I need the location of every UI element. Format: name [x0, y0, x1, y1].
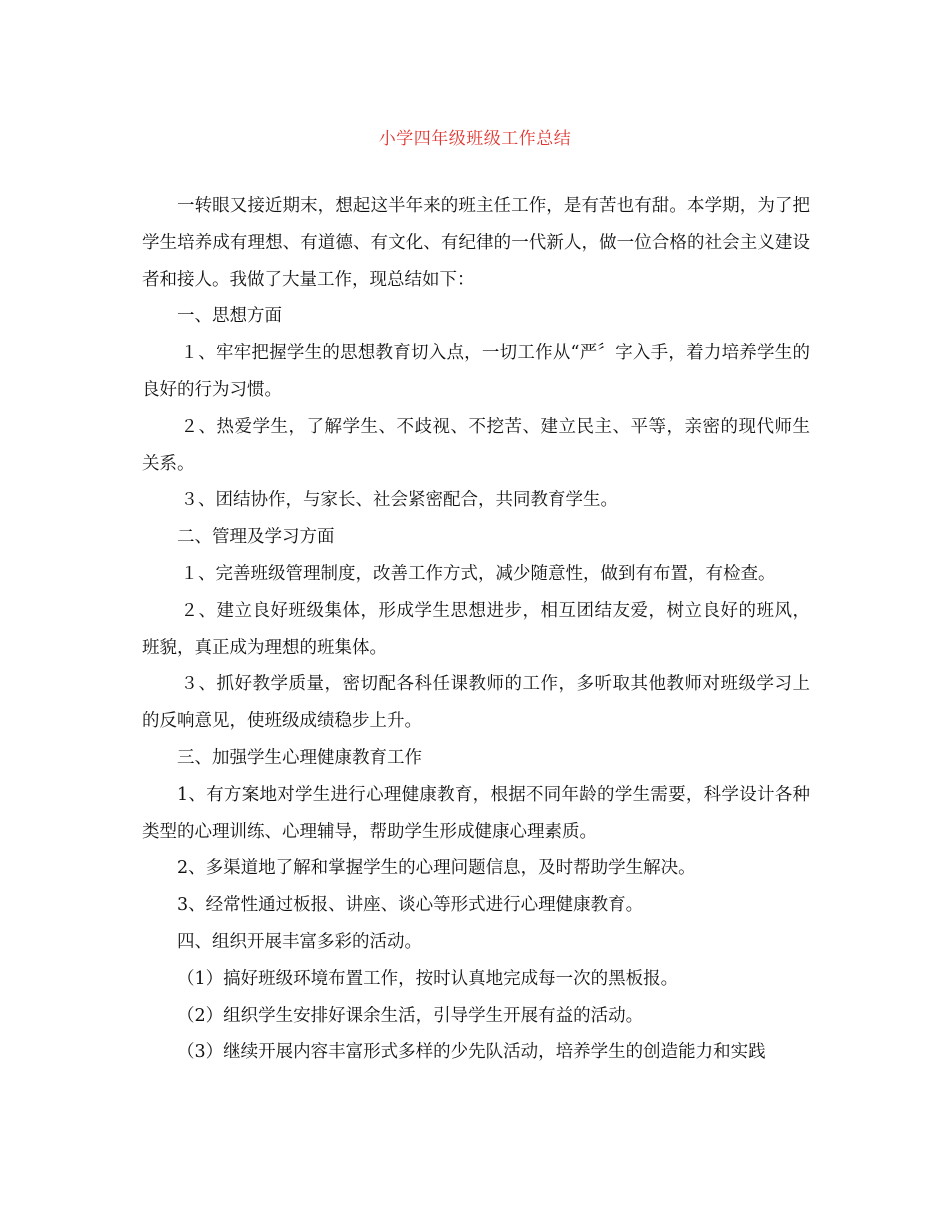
- section-heading-activities: 四、组织开展丰富多彩的活动。: [177, 931, 422, 952]
- list-item: ２、热爱学生，了解学生、不歧视、不挖苦、建立民主、平等，亲密的现代师生关系。: [142, 416, 810, 474]
- list-item: 1、有方案地对学生进行心理健康教育，根据不同年龄的学生需要，科学设计各种类型的心理训练、心理辅导，帮助学生形成健康心理素质。: [142, 784, 810, 842]
- intro-paragraph: 一转眼又接近期末，想起这半年来的班主任工作，是有苦也有甜。本学期，为了把学生培养成有理想、有道德、有文化、有纪律的一代新人，做一位合格的社会主义建设者和接人。我做了大量工作，现总结如下：: [142, 196, 810, 290]
- list-item: １、牢牢把握学生的思想教育切入点，一切工作从“严〞字入手，着力培养学生的良好的行为习惯。: [142, 343, 810, 400]
- list-item: ３、团结协作，与家长、社会紧密配合，共同教育学生。: [180, 490, 618, 511]
- list-item: ２、建立良好班级集体，形成学生思想进步，相互团结友爱，树立良好的班风，班貌，真正成为理想的班集体。: [142, 600, 810, 658]
- list-item: 2、多渠道地了解和掌握学生的心理问题信息，及时帮助学生解决。: [177, 858, 696, 879]
- list-item: （3）继续开展内容丰富形式多样的少先队活动，培养学生的创造能力和实践: [177, 1042, 766, 1063]
- list-item: 3、经常性通过板报、讲座、谈心等形式进行心理健康教育。: [177, 895, 644, 916]
- list-item: （1）搞好班级环境布置工作，按时认真地完成每一次的黑板报。: [177, 968, 679, 989]
- document-title: 小学四年级班级工作总结: [378, 129, 572, 149]
- section-heading-management: 二、管理及学习方面: [177, 527, 335, 548]
- document-body: [142, 188, 810, 1071]
- list-item: １、完善班级管理制度，改善工作方式，减少随意性，做到有布置，有检查。: [180, 563, 776, 584]
- list-item: ３、抓好教学质量，密切配各科任课教师的工作，多听取其他教师对班级学习上的反响意见，使班级成绩稳步上升。: [142, 674, 810, 732]
- section-heading-psychology: 三、加强学生心理健康教育工作: [177, 747, 422, 768]
- list-item: （2）组织学生安排好课余生活，引导学生开展有益的活动。: [177, 1005, 644, 1026]
- section-heading-thought: 一、思想方面: [177, 306, 282, 327]
